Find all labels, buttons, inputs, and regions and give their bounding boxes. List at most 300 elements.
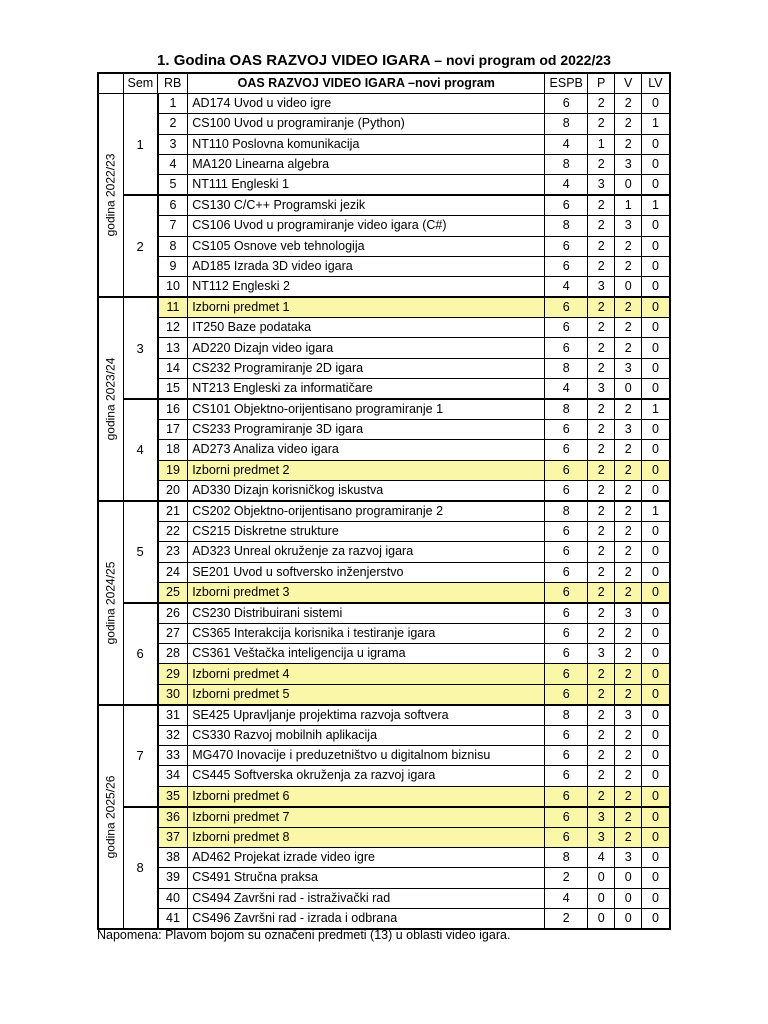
table-row [98,644,670,664]
course-p: 2 [588,297,615,318]
table-row [98,256,670,276]
course-lv: 0 [642,868,670,888]
course-lv: 0 [642,276,670,297]
table-row [98,888,670,908]
course-name: MA120 Linearna algebra [188,154,545,174]
course-lv: 0 [642,848,670,868]
course-lv: 0 [642,562,670,582]
course-name: CS232 Programiranje 2D igara [188,358,545,378]
course-p: 1 [588,134,615,154]
table-row [98,276,670,297]
course-name: CS100 Uvod u programiranje (Python) [188,114,545,134]
course-name: Izborni predmet 1 [188,297,545,318]
course-lv: 0 [642,174,670,195]
course-p: 2 [588,216,615,236]
course-name: AD220 Dizajn video igara [188,338,545,358]
table-row [98,94,670,114]
course-name: Izborni predmet 8 [188,827,545,847]
semester-cell: 5 [123,501,158,603]
table-row [98,501,670,522]
course-v: 0 [615,378,642,399]
course-rb: 41 [158,908,188,929]
course-espb: 6 [545,726,588,746]
table-row [98,766,670,786]
table-row [98,297,670,318]
course-rb: 25 [158,582,188,603]
course-espb: 6 [545,318,588,338]
course-espb: 6 [545,746,588,766]
course-espb: 8 [545,501,588,522]
course-espb: 6 [545,460,588,480]
table-row [98,786,670,807]
course-v: 0 [615,174,642,195]
course-espb: 6 [545,338,588,358]
course-lv: 0 [642,378,670,399]
course-espb: 6 [545,807,588,828]
table-row [98,542,670,562]
course-lv: 0 [642,256,670,276]
table-row [98,460,670,480]
table-header-row [98,73,670,94]
course-p: 2 [588,705,615,726]
course-rb: 12 [158,318,188,338]
table-row [98,807,670,828]
course-espb: 2 [545,868,588,888]
course-rb: 37 [158,827,188,847]
course-rb: 4 [158,154,188,174]
course-espb: 6 [545,542,588,562]
course-lv: 0 [642,216,670,236]
course-name: CS330 Razvoj mobilnih aplikacija [188,726,545,746]
course-v: 2 [615,542,642,562]
course-name: Izborni predmet 3 [188,582,545,603]
course-lv: 0 [642,358,670,378]
year-cell [98,297,123,501]
course-name: CS215 Diskretne strukture [188,522,545,542]
course-v: 3 [615,603,642,624]
course-espb: 8 [545,216,588,236]
year-cell [98,705,123,929]
course-lv: 0 [642,908,670,929]
course-lv: 1 [642,501,670,522]
course-p: 3 [588,644,615,664]
course-rb: 16 [158,399,188,420]
course-rb: 10 [158,276,188,297]
course-name: SE425 Upravljanje projektima razvoja softvera [188,705,545,726]
course-p: 2 [588,684,615,705]
course-lv: 0 [642,644,670,664]
course-lv: 0 [642,582,670,603]
semester-cell: 8 [123,807,158,929]
table-row [98,440,670,460]
course-espb: 6 [545,644,588,664]
course-v: 3 [615,358,642,378]
course-v: 2 [615,236,642,256]
course-espb: 8 [545,705,588,726]
course-rb: 8 [158,236,188,256]
course-espb: 6 [545,766,588,786]
course-p: 2 [588,624,615,644]
course-p: 3 [588,174,615,195]
course-v: 2 [615,562,642,582]
table-row [98,705,670,726]
semester-cell: 3 [123,297,158,399]
course-rb: 19 [158,460,188,480]
course-rb: 40 [158,888,188,908]
course-v: 0 [615,868,642,888]
course-lv: 0 [642,827,670,847]
table-row [98,868,670,888]
course-p: 2 [588,480,615,501]
course-p: 0 [588,908,615,929]
semester-cell: 7 [123,705,158,807]
course-espb: 6 [545,94,588,114]
table-row [98,338,670,358]
course-espb: 4 [545,888,588,908]
course-p: 0 [588,868,615,888]
course-name: SE201 Uvod u softversko inženjerstvo [188,562,545,582]
course-rb: 6 [158,195,188,216]
course-lv: 0 [642,542,670,562]
course-lv: 0 [642,420,670,440]
course-name: AD462 Projekat izrade video igre [188,848,545,868]
table-row [98,236,670,256]
table-row [98,908,670,929]
course-p: 2 [588,562,615,582]
table-row [98,114,670,134]
course-v: 2 [615,460,642,480]
course-name: CS106 Uvod u programiranje video igara (C#) [188,216,545,236]
curriculum-table [97,72,671,930]
course-lv: 1 [642,114,670,134]
course-name: AD323 Unreal okruženje za razvoj igara [188,542,545,562]
semester-cell: 6 [123,603,158,705]
course-name: CS491 Stručna praksa [188,868,545,888]
course-espb: 4 [545,276,588,297]
course-rb: 24 [158,562,188,582]
course-v: 2 [615,338,642,358]
course-name: Izborni predmet 6 [188,786,545,807]
course-name: MG470 Inovacije i preduzetništvo u digitalnom biznisu [188,746,545,766]
course-v: 2 [615,726,642,746]
course-name: NT110 Poslovna komunikacija [188,134,545,154]
course-p: 2 [588,338,615,358]
course-name: Izborni predmet 4 [188,664,545,684]
page-title [0,52,768,69]
course-espb: 6 [545,664,588,684]
course-name: CS101 Objektno-orijentisano programiranje 1 [188,399,545,420]
table-row [98,562,670,582]
course-v: 2 [615,399,642,420]
course-name: AD273 Analiza video igara [188,440,545,460]
course-v: 0 [615,908,642,929]
header-rb: RB [158,73,188,94]
course-lv: 0 [642,786,670,807]
course-v: 2 [615,501,642,522]
year-cell [98,501,123,705]
course-rb: 32 [158,726,188,746]
course-lv: 1 [642,195,670,216]
table-row [98,134,670,154]
course-p: 2 [588,582,615,603]
course-rb: 34 [158,766,188,786]
course-p: 2 [588,542,615,562]
course-espb: 6 [545,522,588,542]
course-name: Izborni predmet 2 [188,460,545,480]
course-espb: 6 [545,684,588,705]
course-rb: 38 [158,848,188,868]
table-row [98,624,670,644]
course-p: 3 [588,807,615,828]
course-v: 2 [615,766,642,786]
semester-cell: 2 [123,195,158,297]
course-rb: 22 [158,522,188,542]
course-lv: 0 [642,624,670,644]
course-espb: 6 [545,440,588,460]
table-row [98,726,670,746]
course-p: 2 [588,318,615,338]
course-espb: 6 [545,786,588,807]
course-espb: 6 [545,195,588,216]
course-name: NT213 Engleski za informatičare [188,378,545,399]
course-name: Izborni predmet 7 [188,807,545,828]
course-lv: 0 [642,460,670,480]
course-v: 0 [615,888,642,908]
course-p: 2 [588,460,615,480]
course-rb: 20 [158,480,188,501]
course-rb: 31 [158,705,188,726]
course-p: 2 [588,399,615,420]
course-v: 2 [615,318,642,338]
semester-cell: 1 [123,94,158,195]
course-espb: 2 [545,908,588,929]
course-p: 3 [588,276,615,297]
table-row [98,195,670,216]
table-row [98,154,670,174]
course-rb: 17 [158,420,188,440]
header-year [98,73,123,94]
course-name: AD185 Izrada 3D video igara [188,256,545,276]
course-p: 2 [588,746,615,766]
year-label: godina 2025/26 [103,775,118,859]
table-row [98,603,670,624]
course-espb: 4 [545,378,588,399]
course-espb: 6 [545,562,588,582]
course-lv: 1 [642,399,670,420]
course-v: 2 [615,114,642,134]
year-label: godina 2024/25 [103,561,118,645]
course-rb: 13 [158,338,188,358]
course-v: 1 [615,195,642,216]
course-p: 2 [588,94,615,114]
course-lv: 0 [642,705,670,726]
course-name: CS130 C/C++ Programski jezik [188,195,545,216]
course-rb: 11 [158,297,188,318]
course-espb: 8 [545,154,588,174]
course-name: AD174 Uvod u video igre [188,94,545,114]
course-name: CS496 Završni rad - izrada i odbrana [188,908,545,929]
course-espb: 6 [545,420,588,440]
course-lv: 0 [642,154,670,174]
course-v: 2 [615,522,642,542]
course-rb: 36 [158,807,188,828]
table-row [98,216,670,236]
course-v: 2 [615,746,642,766]
course-v: 2 [615,807,642,828]
header-v: V [615,73,642,94]
course-espb: 6 [545,256,588,276]
course-p: 2 [588,358,615,378]
table-row [98,522,670,542]
course-name: CS445 Softverska okruženja za razvoj igara [188,766,545,786]
course-espb: 8 [545,848,588,868]
course-name: NT112 Engleski 2 [188,276,545,297]
course-p: 4 [588,848,615,868]
header-espb: ESPB [545,73,588,94]
table-row [98,358,670,378]
course-v: 2 [615,644,642,664]
course-espb: 8 [545,358,588,378]
course-espb: 4 [545,174,588,195]
course-rb: 7 [158,216,188,236]
course-lv: 0 [642,440,670,460]
course-lv: 0 [642,684,670,705]
table-row [98,480,670,501]
course-v: 2 [615,297,642,318]
table-row [98,399,670,420]
course-rb: 14 [158,358,188,378]
course-lv: 0 [642,297,670,318]
table-row [98,378,670,399]
course-p: 2 [588,664,615,684]
course-name: CS233 Programiranje 3D igara [188,420,545,440]
course-p: 2 [588,726,615,746]
table-row [98,582,670,603]
course-lv: 0 [642,664,670,684]
course-rb: 35 [158,786,188,807]
course-v: 3 [615,705,642,726]
course-v: 2 [615,624,642,644]
course-rb: 27 [158,624,188,644]
course-v: 2 [615,480,642,501]
course-espb: 4 [545,134,588,154]
course-lv: 0 [642,134,670,154]
course-lv: 0 [642,766,670,786]
course-lv: 0 [642,726,670,746]
table-row [98,318,670,338]
course-p: 2 [588,440,615,460]
course-espb: 8 [545,399,588,420]
course-rb: 15 [158,378,188,399]
course-rb: 39 [158,868,188,888]
course-lv: 0 [642,746,670,766]
table-body [98,94,670,929]
course-lv: 0 [642,480,670,501]
table-row [98,827,670,847]
header-sem: Sem [123,73,158,94]
table-row [98,664,670,684]
course-name: CS230 Distribuirani sistemi [188,603,545,624]
course-v: 2 [615,134,642,154]
course-rb: 33 [158,746,188,766]
course-rb: 9 [158,256,188,276]
course-p: 3 [588,827,615,847]
course-rb: 30 [158,684,188,705]
course-lv: 0 [642,888,670,908]
course-p: 2 [588,195,615,216]
footnote: Napomena: Plavom bojom su označeni predmeti (13) u oblasti video igara. [97,928,511,942]
course-p: 2 [588,522,615,542]
course-v: 3 [615,420,642,440]
course-rb: 29 [158,664,188,684]
course-v: 3 [615,216,642,236]
course-v: 2 [615,94,642,114]
course-p: 2 [588,603,615,624]
course-v: 2 [615,684,642,705]
table-row [98,174,670,195]
course-name: CS105 Osnove veb tehnologija [188,236,545,256]
year-label: godina 2022/23 [103,153,118,237]
course-p: 2 [588,420,615,440]
header-predmet: OAS RAZVOJ VIDEO IGARA –novi program [188,73,545,94]
course-rb: 23 [158,542,188,562]
course-p: 2 [588,154,615,174]
course-espb: 6 [545,480,588,501]
course-rb: 5 [158,174,188,195]
course-name: CS202 Objektno-orijentisano programiranje 2 [188,501,545,522]
course-rb: 2 [158,114,188,134]
course-p: 3 [588,378,615,399]
course-lv: 0 [642,807,670,828]
table-row [98,420,670,440]
course-rb: 28 [158,644,188,664]
course-lv: 0 [642,338,670,358]
table-row [98,684,670,705]
course-espb: 6 [545,827,588,847]
course-espb: 6 [545,582,588,603]
course-v: 3 [615,848,642,868]
course-v: 2 [615,582,642,603]
course-espb: 6 [545,624,588,644]
course-name: Izborni predmet 5 [188,684,545,705]
course-p: 0 [588,888,615,908]
course-name: CS494 Završni rad - istraživački rad [188,888,545,908]
course-rb: 1 [158,94,188,114]
header-p: P [588,73,615,94]
course-name: CS365 Interakcija korisnika i testiranje igara [188,624,545,644]
semester-cell: 4 [123,399,158,501]
course-lv: 0 [642,94,670,114]
course-v: 2 [615,827,642,847]
table-row [98,848,670,868]
course-rb: 18 [158,440,188,460]
course-espb: 6 [545,297,588,318]
course-v: 2 [615,256,642,276]
course-espb: 6 [545,236,588,256]
course-name: IT250 Baze podataka [188,318,545,338]
course-espb: 6 [545,603,588,624]
course-espb: 8 [545,114,588,134]
title-subtitle: – novi program od 2022/23 [430,52,611,68]
course-lv: 0 [642,236,670,256]
course-p: 2 [588,256,615,276]
year-cell [98,94,123,297]
course-p: 2 [588,501,615,522]
course-name: NT111 Engleski 1 [188,174,545,195]
course-name: CS361 Veštačka inteligencija u igrama [188,644,545,664]
title-main: 1. Godina OAS RAZVOJ VIDEO IGARA [157,52,431,69]
course-v: 3 [615,154,642,174]
